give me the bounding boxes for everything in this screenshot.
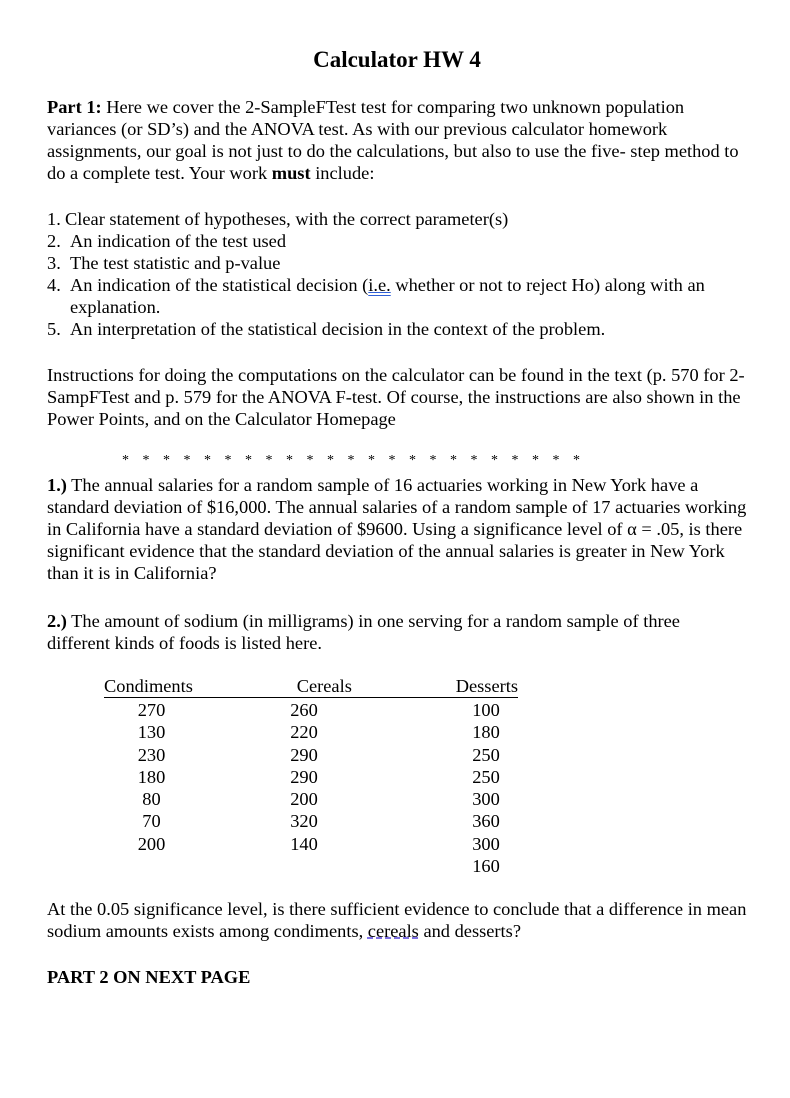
requirement-item: 3. The test statistic and p-value xyxy=(47,253,281,273)
requirement-item: 5. An interpretation of the statistical decision in the context of the problem. xyxy=(47,319,606,339)
table-cell: 200 xyxy=(290,789,318,810)
intro-text-b: include: xyxy=(310,163,375,183)
table-cell: 250 xyxy=(472,744,500,765)
intro-text-a: Here we cover the 2-SampleFTest test for comparing two unknown population variances (or SD’s) and the ANOVA test. As with our previous calculator homework assignments, our goal is not just to do the calculations, but also to use the five- step method to do a complete test. Your work xyxy=(47,97,739,183)
requirement-item: 1. Clear statement of hypotheses, with the correct parameter(s) xyxy=(47,209,509,229)
question-2-text: The amount of sodium (in milligrams) in one serving for a random sample of three different kinds of foods is listed here. xyxy=(47,611,680,653)
table-cell: 360 xyxy=(472,811,500,832)
question-1-text: The annual salaries for a random sample of 16 actuaries working in New York have a standard deviation of $16,000. The annual salaries of a random sample of 17 actuaries working in California have a standard deviation of $9600. Using a significance level of α = .05, is there significant evidence that the standard deviation of the annual salaries is greater in New York than it is in California? xyxy=(47,475,747,583)
question-2-followup: At the 0.05 significance level, is there sufficient evidence to conclude that a difference in mean sodium amounts exists among condiments, cereals and desserts? xyxy=(47,899,747,941)
sodium-table xyxy=(104,676,518,877)
table-cell: 70 xyxy=(142,811,161,832)
table-cell: 230 xyxy=(137,744,166,765)
table-cell: 160 xyxy=(472,856,500,877)
table-cell: 80 xyxy=(142,789,161,810)
intro-emphasis: must xyxy=(271,163,311,183)
table-cell: 140 xyxy=(290,833,318,854)
requirement-item: 4. An indication of the statistical decision (i.e. whether or not to reject Ho) along with an explanation. xyxy=(47,275,705,317)
instructions-paragraph: Instructions for doing the computations on the calculator can be found in the text (p. 570 for 2-SampFTest and p. 579 for the ANOVA F-test. Of course, the instructions are also shown in the Power Points, and on the Calculator Homepage xyxy=(47,365,745,429)
table-cell: 290 xyxy=(290,744,318,765)
table-cell: 290 xyxy=(290,766,318,787)
table-cell: 220 xyxy=(290,722,318,743)
table-cell: 100 xyxy=(472,700,500,720)
column-condiments xyxy=(104,699,199,855)
question-1-label: 1.) xyxy=(47,475,67,495)
column-desserts xyxy=(456,699,516,877)
table-cell: 180 xyxy=(137,766,166,787)
spelling-flag-cereals: cereals xyxy=(367,921,419,941)
intro-label: Part 1: xyxy=(47,97,102,117)
requirements-list xyxy=(47,208,747,340)
table-header xyxy=(104,676,518,698)
table-cell: 180 xyxy=(472,722,500,743)
requirement-item: 2. An indication of the test used xyxy=(47,231,287,251)
table-cell: 200 xyxy=(137,833,166,854)
grammar-flag-ie: i.e. xyxy=(368,275,391,295)
next-page-note: PART 2 ON NEXT PAGE xyxy=(47,967,251,987)
intro-paragraph xyxy=(47,96,747,184)
column-cereals xyxy=(274,699,334,855)
question-1 xyxy=(47,474,747,584)
table-cell: 300 xyxy=(472,833,500,854)
table-cell: 320 xyxy=(290,811,318,832)
header-desserts: Desserts xyxy=(455,676,518,696)
table-cell: 130 xyxy=(137,722,166,743)
question-2 xyxy=(47,610,747,654)
table-cell: 260 xyxy=(290,700,318,720)
table-cell: 300 xyxy=(472,789,500,810)
separator-stars: * * * * * * * * * * * * * * * * * * * * * * * xyxy=(122,453,580,468)
header-condiments: Condiments xyxy=(104,676,193,696)
question-2-label: 2.) xyxy=(47,611,67,631)
page-title: Calculator HW 4 xyxy=(313,47,481,72)
table-cell: 270 xyxy=(137,700,166,720)
table-cell: 250 xyxy=(472,766,500,787)
header-cereals: Cereals xyxy=(296,676,352,696)
